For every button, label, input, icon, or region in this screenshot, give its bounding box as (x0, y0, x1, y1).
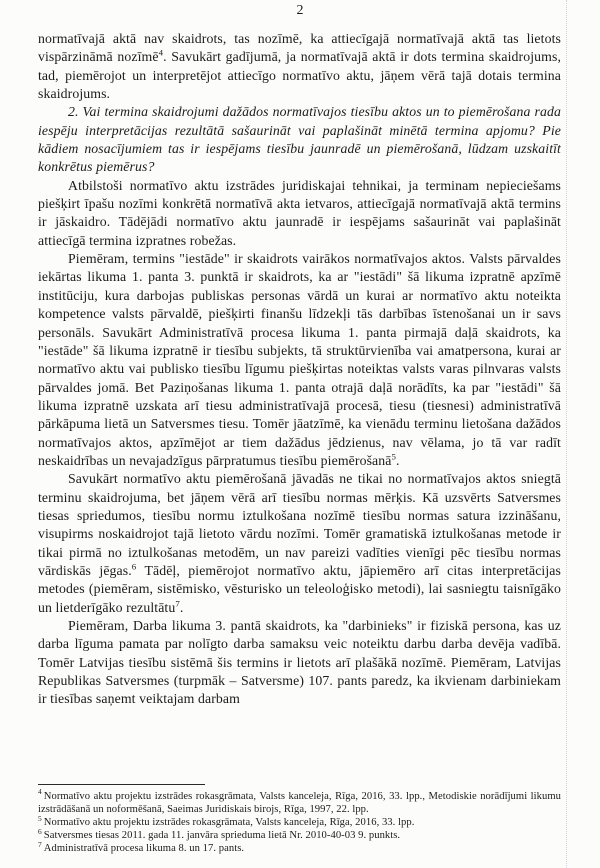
footnote-ref: 7 (175, 598, 180, 609)
footnote-number: 4 (38, 787, 42, 797)
paragraph (38, 470, 561, 617)
paragraph (38, 177, 561, 250)
footnote (38, 826, 561, 842)
footnote-number: 7 (38, 839, 42, 849)
text-run: . (396, 452, 400, 468)
paragraph (38, 30, 561, 103)
footnote-text: Normatīvo aktu projektu izstrādes rokasgrāmata, Valsts kanceleja, Rīga, 2016, 33. lpp., Metodiskie norādījumi likumu izstrādāšanā un noformēšanā, Saeimas Juridiskais birojs, Rīga, 1997, 22. lpp. (38, 791, 561, 816)
paragraph (38, 617, 561, 709)
document-body (38, 30, 561, 709)
text-run: . (179, 599, 184, 615)
paragraph (38, 103, 561, 176)
footnote-number: 5 (38, 813, 42, 823)
page-number: 2 (296, 3, 304, 18)
scan-artifact-line (566, 0, 567, 868)
footnote-text: Satversmes tiesas 2011. gada 11. janvāra sprieduma lietā Nr. 2010-40-03 9. punkts. (43, 830, 401, 842)
text-run: Savukārt normatīvo aktu piemērošanā jāvadās ne tikai no normatīvajos aktos sniegtā terminu skaidrojuma, bet jāņem vērā arī tiesību normas mērķis. Kā uzsvērts Satversmes tiesas spriedumos, tiesību normu iztulkošana nozīmē tiesību normas satura izzināšanu, visupirms noskaidrojot tajā lietoto vārdu nozīmi. Tomēr gramatiskā iztulkošanas metode ir tikai pirmā no iztulkošanas metodēm, un nav pareizi vadīties vienīgi pēc tiesību normas vārdiskās jēgas. (38, 471, 561, 578)
footnote (38, 839, 561, 855)
footnote-separator (38, 784, 205, 785)
footnote (38, 813, 561, 829)
text-run: Tādēļ, piemērojot normatīvo aktu, jāpiemēro arī citas interpretācijas metodes (piemēram, sistēmisko, vēsturisko un teleoloģisko metodi), lai sasniegtu taisnīgāko un lietderīgāko rezultātu (38, 562, 561, 615)
text-run: Atbilstoši normatīvo aktu izstrādes juridiskajai tehnikai, ja terminam nepieciešams piešķirt īpašu nozīmi konkrētā normatīvā akta ietvaros, attiecīgajā normatīvajā aktā termins ir jāskaidro. Tādējādi normatīvo aktu jaunradē ir iespējams sašaurināt vai paplašināt attiecīgā termina izpratnes robežas. (38, 177, 561, 248)
footnote-ref: 4 (158, 47, 164, 58)
footnote-text: Normatīvo aktu projektu izstrādes rokasgrāmata, Valsts kanceleja, Rīga, 2016, 33. lpp. (43, 817, 415, 829)
text-run: . Savukārt gadījumā, ja normatīvajā aktā ir dots termina skaidrojums, tad, piemērojot un interpretējot attiecīgo normatīvo aktu, jāņem vērā tajā dotais termina skaidrojums. (38, 49, 561, 102)
text-run: 2. Vai termina skaidrojumi dažādos normatīvajos tiesību aktos un to piemērošana rada iespēju interpretācijas rezultātā sašaurināt vai paplašināt minētā termina apjomu? Pie kādiem nosacījumiem tas ir iespējams tiesību jaunradē un piemērošanā, lūdzam uzskaitīt konkrētus piemērus? (38, 104, 561, 175)
footnotes (38, 787, 561, 855)
footnote (38, 787, 561, 816)
footnote-ref: 6 (131, 561, 137, 572)
footnote-area (38, 784, 561, 855)
text-run: normatīvajā aktā nav skaidrots, tas nozīmē, ka attiecīgajā normatīvajā aktā tas lietots vispārzināmā nozīmē (38, 31, 561, 65)
paragraph (38, 250, 561, 470)
text-run: Piemēram, Darba likuma 3. pantā skaidrots, ka "darbinieks" ir fiziskā persona, kas uz darba līguma pamata par nolīgto darba samaksu veic noteiktu darbu darba devēja vadībā. Tomēr Latvijas tiesību sistēmā šis termins ir lietots arī plašākā nozīmē. Piemēram, Latvijas Republikas Satversmes (turpmāk – Satversme) 107. pants paredz, ka ikvienam darbiniekam ir tiesības saņemt veiktajam darbam (38, 618, 561, 707)
text-run: Piemēram, termins "iestāde" ir skaidrots vairākos normatīvajos aktos. Valsts pārvaldes iekārtas likuma 1. panta 3. punktā ir skaidrots, ka ar "iestādi" šā likuma izpratnē apzīmē institūciju, kura darbojas publiskas personas vārdā un kurai ar normatīvo aktu noteikta kompetence valsts pārvaldē, piešķirti finanšu līdzekļi tās darbības īstenošanai un ir savs personāls. Savukārt Administratīvā procesa likuma 1. panta pirmajā daļā skaidrots, ka "iestāde" šā likuma izpratnē ir tiesību subjekts, tā struktūrvienība vai amatpersona, kurai ar normatīvo aktu vai publisko tiesību līgumu piešķirtas noteiktas valsts varas pilnvaras valsts pārvaldes jomā. Bet Paziņošanas likuma 1. panta otrajā daļā norādīts, ka par "iestādi" šā likuma izpratnē uzskata arī tiesu administratīvajā procesā, tiesu (tiesnesi) administratīvā pārkāpuma lietā un Satversmes tiesu. Tomēr jāatzīmē, ka vienādu terminu lietošana dažādos normatīvajos aktos, apzīmējot ar tiem dažādus jēdzienus, nav vēlama, jo tā var radīt neskaidrības un nevajadzīgus pārpratumus tiesību piemērošanā (38, 251, 561, 468)
footnote-text: Administratīvā procesa likuma 8. un 17. pants. (43, 843, 245, 855)
footnote-number: 6 (38, 826, 42, 836)
footnote-ref: 5 (391, 451, 397, 462)
